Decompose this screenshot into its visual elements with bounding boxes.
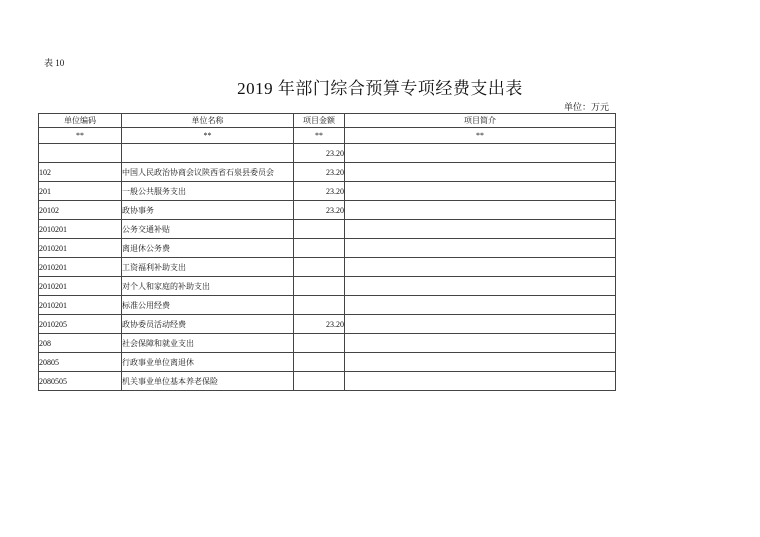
code-cell: 201 (39, 182, 122, 201)
name-cell: 工资福利补助支出 (122, 258, 294, 277)
name-cell: 公务交通补贴 (122, 220, 294, 239)
marker-cell: ** (345, 128, 616, 144)
name-cell: 行政事业单位离退休 (122, 353, 294, 372)
name-cell: 一般公共服务支出 (122, 182, 294, 201)
table-row (39, 239, 616, 258)
amount-cell (294, 239, 345, 258)
table-row (39, 220, 616, 239)
column-header-intro: 项目简介 (345, 114, 616, 128)
intro-cell (345, 144, 616, 163)
amount-cell (294, 296, 345, 315)
intro-cell (345, 334, 616, 353)
intro-cell (345, 201, 616, 220)
table-number: 表 10 (44, 58, 65, 68)
table-row (39, 258, 616, 277)
column-header-amount: 项目金额 (294, 114, 345, 128)
budget-table (38, 113, 616, 391)
table-row (39, 296, 616, 315)
code-cell: 102 (39, 163, 122, 182)
table-row (39, 277, 616, 296)
intro-cell (345, 372, 616, 391)
name-cell: 政协事务 (122, 201, 294, 220)
amount-cell: 23.20 (294, 182, 345, 201)
table-row (39, 201, 616, 220)
amount-cell (294, 353, 345, 372)
table-row (39, 315, 616, 334)
name-cell: 政协委员活动经费 (122, 315, 294, 334)
amount-cell: 23.20 (294, 201, 345, 220)
amount-cell (294, 220, 345, 239)
amount-cell: 23.20 (294, 144, 345, 163)
name-cell: 对个人和家庭的补助支出 (122, 277, 294, 296)
table-row (39, 353, 616, 372)
table-row (39, 334, 616, 353)
name-cell (122, 144, 294, 163)
marker-cell: ** (39, 128, 122, 144)
intro-cell (345, 296, 616, 315)
marker-cell: ** (294, 128, 345, 144)
name-cell: 机关事业单位基本养老保险 (122, 372, 294, 391)
amount-cell (294, 277, 345, 296)
code-cell: 208 (39, 334, 122, 353)
code-cell: 2010201 (39, 277, 122, 296)
table-row (39, 163, 616, 182)
intro-cell (345, 353, 616, 372)
table-row (39, 182, 616, 201)
intro-cell (345, 239, 616, 258)
name-cell: 离退休公务费 (122, 239, 294, 258)
intro-cell (345, 258, 616, 277)
intro-cell (345, 182, 616, 201)
name-cell: 标准公用经费 (122, 296, 294, 315)
code-cell (39, 144, 122, 163)
unit-label: 单位：万元 (564, 102, 610, 112)
intro-cell (345, 277, 616, 296)
table-row (39, 372, 616, 391)
intro-cell (345, 315, 616, 334)
amount-cell (294, 372, 345, 391)
intro-cell (345, 220, 616, 239)
marker-row (39, 128, 616, 144)
amount-cell: 23.20 (294, 315, 345, 334)
column-header-name: 单位名称 (122, 114, 294, 128)
intro-cell (345, 163, 616, 182)
marker-cell: ** (122, 128, 294, 144)
table-body (39, 144, 616, 391)
code-cell: 2010201 (39, 296, 122, 315)
code-cell: 20805 (39, 353, 122, 372)
table-header-row (39, 114, 616, 128)
code-cell: 2080505 (39, 372, 122, 391)
table-row (39, 144, 616, 163)
code-cell: 20102 (39, 201, 122, 220)
code-cell: 2010205 (39, 315, 122, 334)
amount-cell (294, 258, 345, 277)
page-title: 2019 年部门综合预算专项经费支出表 (237, 79, 523, 98)
name-cell: 社会保障和就业支出 (122, 334, 294, 353)
code-cell: 2010201 (39, 239, 122, 258)
column-header-code: 单位编码 (39, 114, 122, 128)
code-cell: 2010201 (39, 220, 122, 239)
code-cell: 2010201 (39, 258, 122, 277)
amount-cell: 23.20 (294, 163, 345, 182)
name-cell: 中国人民政治协商会议陕西省石泉县委员会 (122, 163, 294, 182)
amount-cell (294, 334, 345, 353)
